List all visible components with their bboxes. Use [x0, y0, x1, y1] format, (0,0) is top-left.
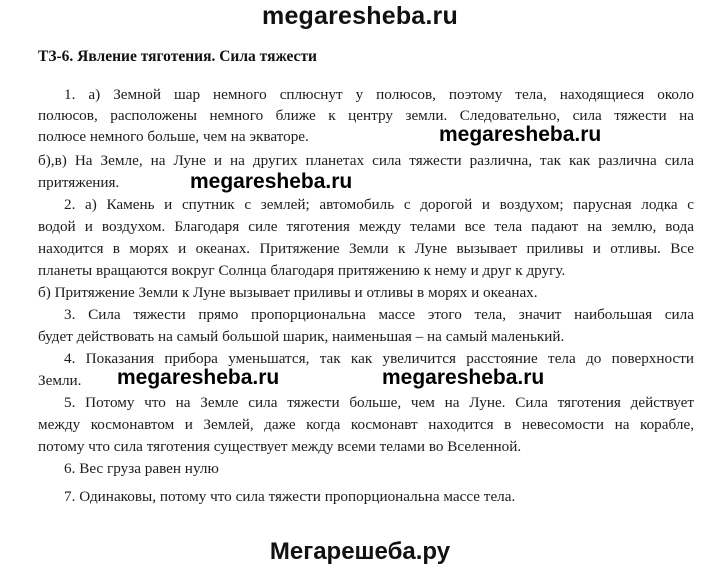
answer-1-line-3: полюсе немного больше, чем на экваторе.	[38, 128, 309, 145]
answer-2-line-5: б) Притяжение Земли к Луне вызывает приливы и отливы в морях и океанах.	[38, 284, 538, 301]
watermark-2: megaresheba.ru	[190, 170, 353, 193]
answer-2-line-1: 2. а) Камень и спутник с землей; автомобиль с дорогой и воздухом; парусная лодка с	[64, 196, 694, 213]
answer-2-line-4: планеты вращаются вокруг Солнца благодаря притяжению к нему и друг к другу.	[38, 262, 566, 279]
answer-4-line-2: Земли.	[38, 372, 82, 389]
answer-5-line-3: потому что сила тяготения существует между всеми телами во Вселенной.	[38, 438, 522, 455]
watermark-3: megaresheba.ru	[117, 366, 280, 389]
answer-4-line-1: 4. Показания прибора уменьшатся, так как увеличится расстояние тела до поверхности	[64, 350, 694, 367]
answer-5-line-1: 5. Потому что на Земле сила тяжести больше, чем на Луне. Сила тяготения действует	[64, 394, 694, 411]
answer-7: 7. Одинаковы, потому что сила тяжести пропорциональна массе тела.	[64, 488, 516, 505]
site-header: megaresheba.ru	[262, 2, 458, 30]
answer-5-line-2: между космонавтом и Землей, даже когда космонавт находится в невесомости на корабле,	[38, 416, 694, 433]
answer-3-line-1: 3. Сила тяжести прямо пропорциональна массе этого тела, значит наибольшая сила	[64, 306, 694, 323]
watermark-4: megaresheba.ru	[382, 366, 545, 389]
answer-1-line-5: притяжения.	[38, 174, 120, 191]
answer-6: 6. Вес груза равен нулю	[64, 460, 219, 477]
answer-3-line-2: будет действовать на самый большой шарик, наименьшая – на самый маленький.	[38, 328, 565, 345]
answer-1-line-2: полюсов, расположены немного ближе к центру земли. Следовательно, сила тяжести на	[38, 107, 694, 124]
answer-2-line-2: водой и воздухом. Благодаря силе тяготения между телами все тела падают на землю, вода	[38, 218, 694, 235]
answer-1-line-1: 1. а) Земной шар немного сплюснут у полюсов, поэтому тела, находящиеся около	[64, 86, 694, 103]
answer-1-line-4: б),в) На Земле, на Луне и на других планетах сила тяжести различна, так как различна сила	[38, 152, 694, 169]
watermark-1: megaresheba.ru	[439, 123, 602, 146]
answer-2-line-3: находится в морях и океанах. Притяжение Земли к Луне вызывает приливы и отливы. Все	[38, 240, 694, 257]
site-footer: Мегарешеба.ру	[269, 538, 451, 565]
section-title: ТЗ-6. Явление тяготения. Сила тяжести	[38, 48, 317, 65]
